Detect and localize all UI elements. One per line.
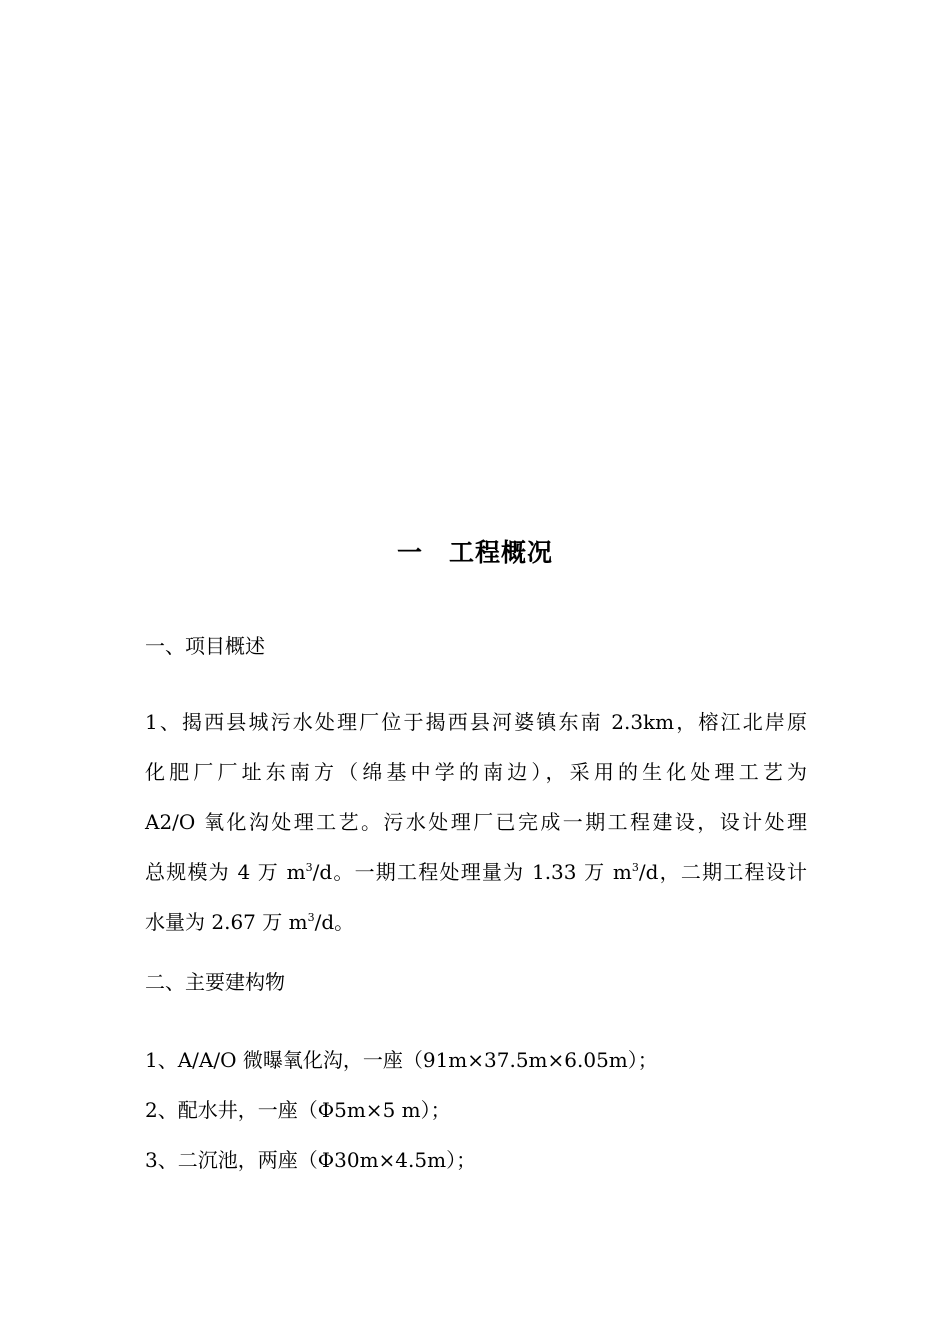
structure-item-distribution-well: 2、配水井，一座（Φ5m×5 m）； [145, 1098, 451, 1122]
chapter-title: 一 工程概况 [396, 538, 553, 567]
overview-paragraph [145, 697, 807, 947]
cubic-superscript: 3 [631, 861, 639, 874]
structure-item-secondary-clarifier: 3、二沉池，两座（Φ30m×4.5m）； [145, 1148, 477, 1172]
capacity-phase-two-unit: /d。 [314, 910, 355, 934]
overview-line: 化肥厂厂址东南方（绵基中学的南边），采用的生化处理工艺为 [145, 760, 807, 784]
capacity-phase-one: /d。一期工程处理量为 1.33 万 m [312, 860, 632, 884]
structure-item-oxidation-ditch: 1、A/A/O 微曝氧化沟，一座（91m×37.5m×6.05m）； [145, 1048, 658, 1072]
overview-line: 1、揭西县城污水处理厂位于揭西县河婆镇东南 2.3km，榕江北岸原 [145, 710, 807, 734]
cubic-superscript: 3 [307, 911, 315, 924]
overview-line: A2/O 氧化沟处理工艺。污水处理厂已完成一期工程建设，设计处理 [145, 810, 807, 834]
section-heading-project-overview: 一、项目概述 [145, 634, 265, 658]
capacity-phase-two-label: /d，二期工程设计 [638, 860, 808, 884]
section-heading-main-structures: 二、主要建构物 [145, 970, 285, 994]
cubic-superscript: 3 [305, 861, 313, 874]
overview-line-phase-two [145, 897, 807, 947]
overview-line-capacity [145, 847, 807, 897]
capacity-phase-two: 水量为 2.67 万 m [145, 910, 308, 934]
capacity-total: 总规模为 4 万 m [145, 860, 306, 884]
